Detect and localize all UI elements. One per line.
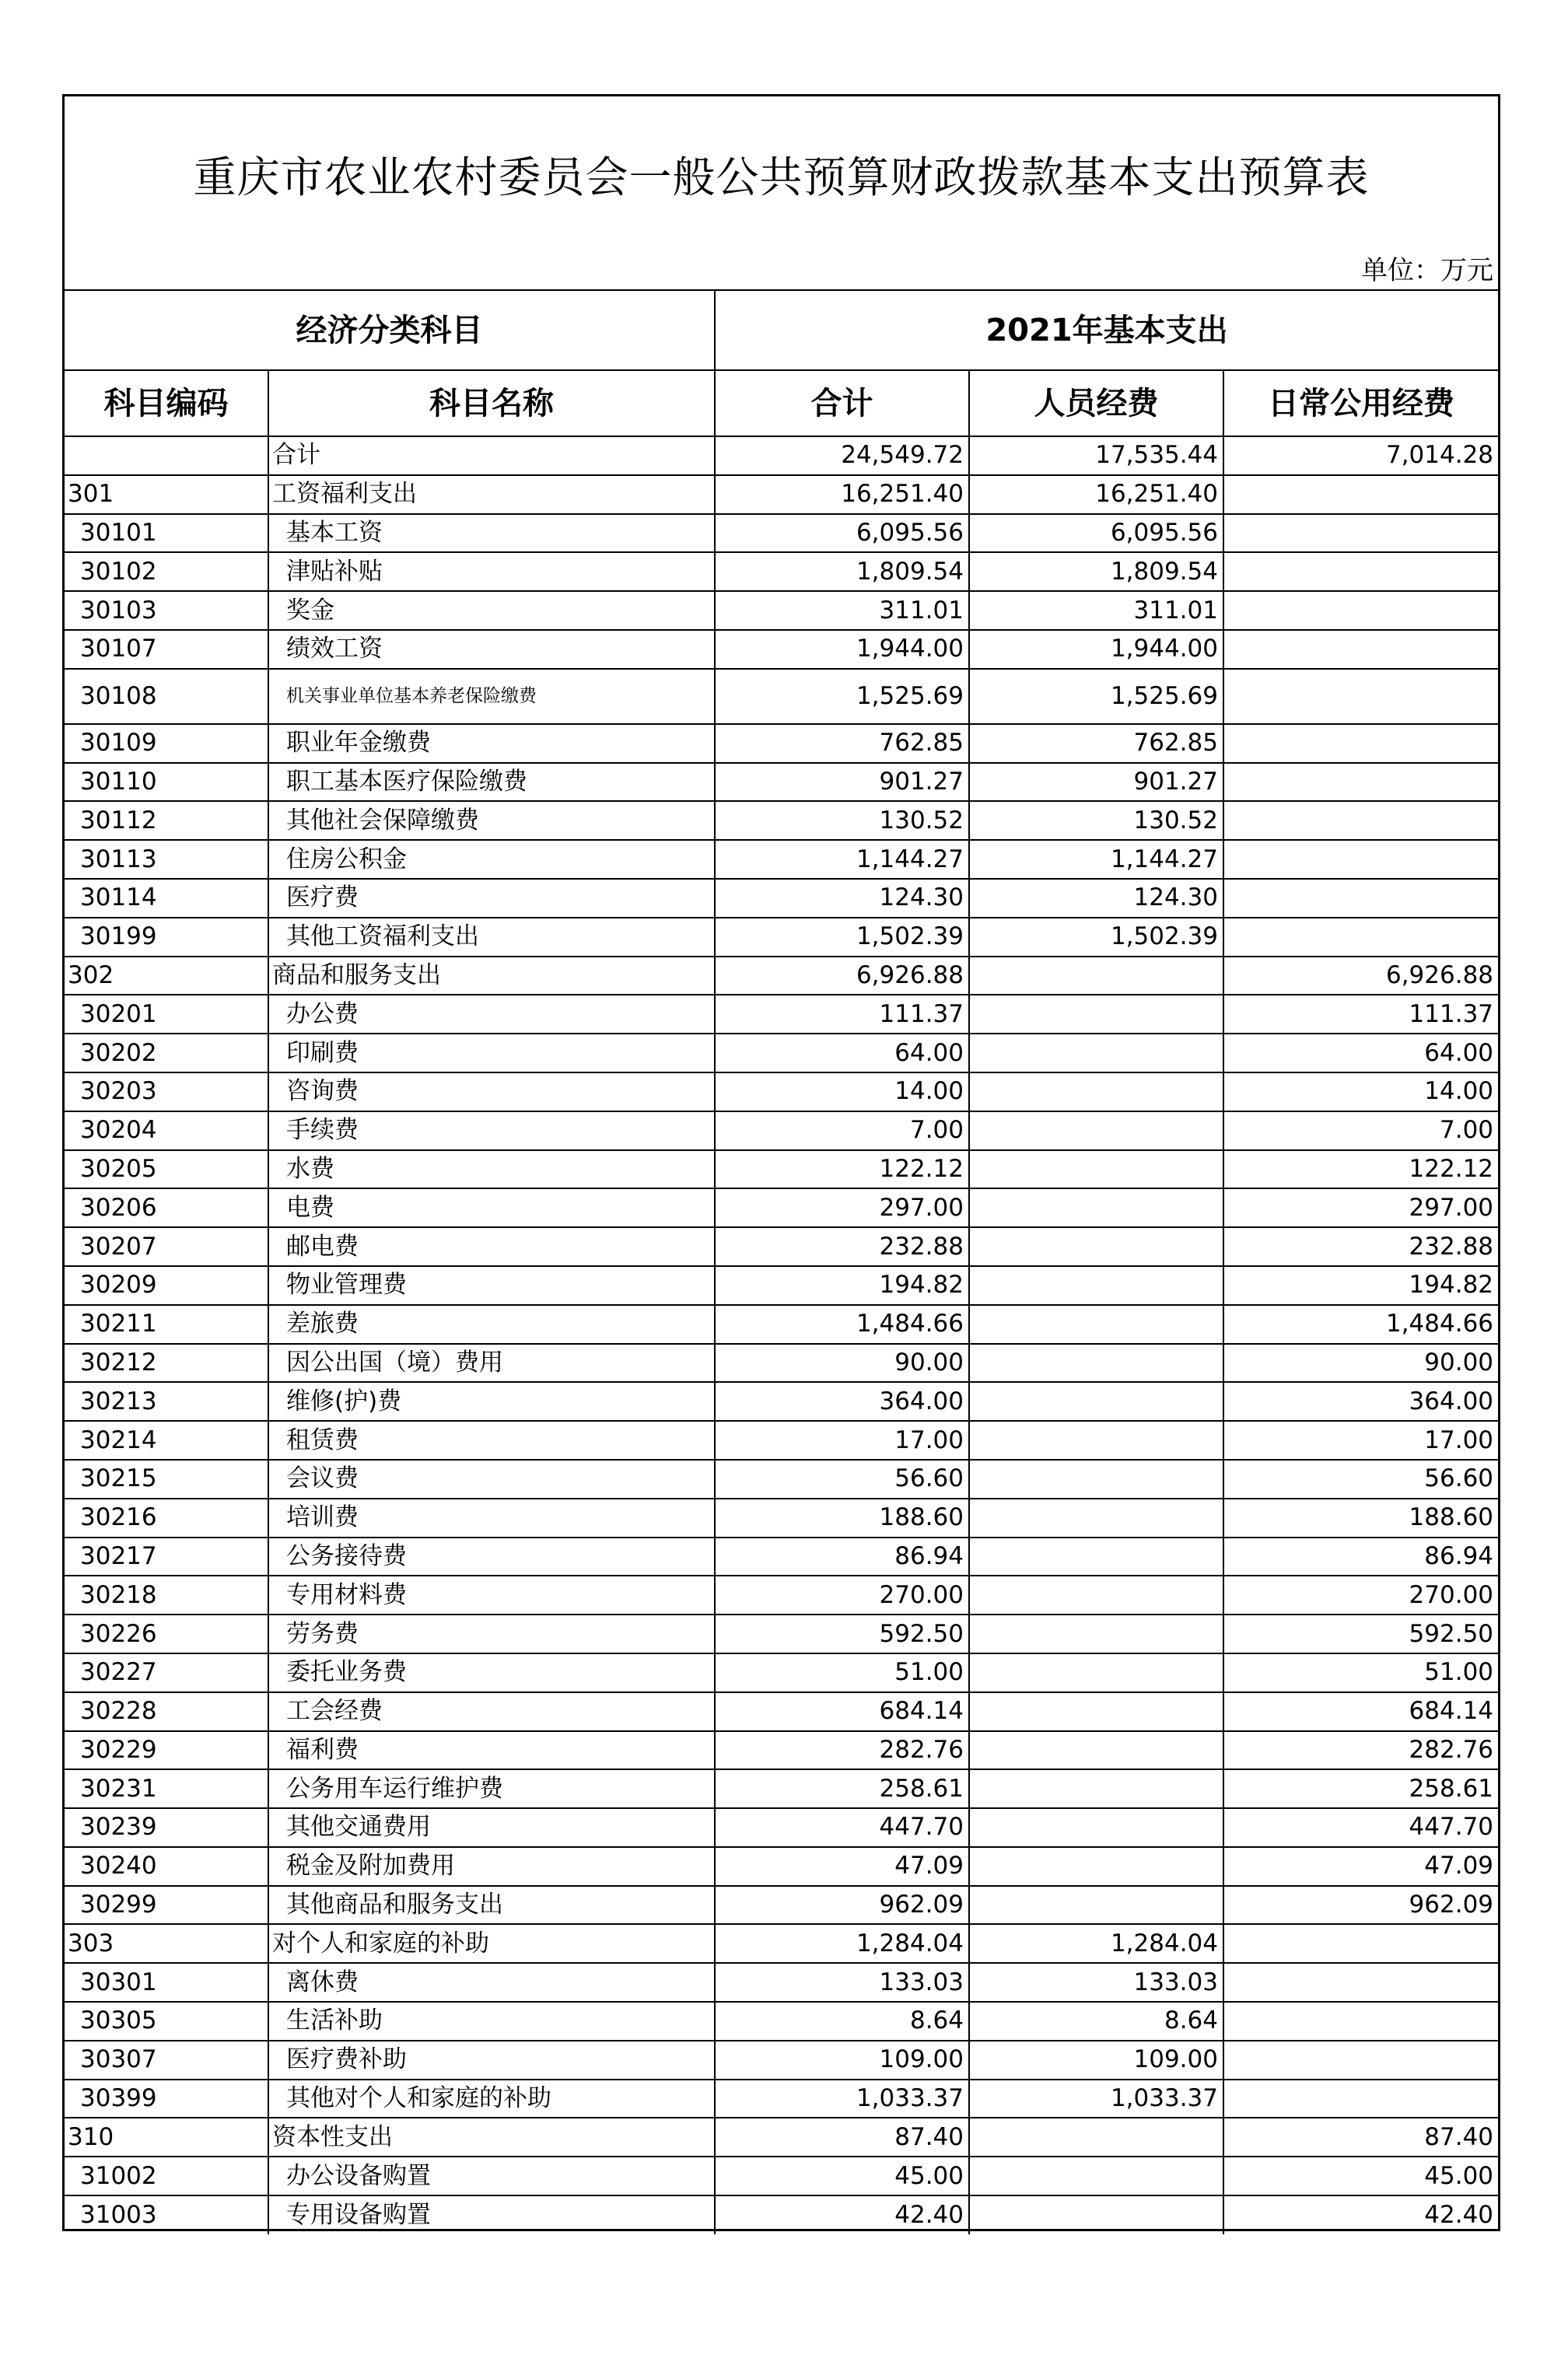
row-code: 30199: [65, 918, 268, 957]
row-name: 物业管理费: [268, 1266, 715, 1305]
row-personnel: [969, 957, 1223, 995]
row-public: 7,014.28: [1223, 436, 1498, 475]
row-total: 45.00: [715, 2157, 969, 2195]
row-code: 30218: [65, 1576, 268, 1615]
table-row: [65, 1072, 1498, 1111]
row-name: 其他商品和服务支出: [268, 1886, 715, 1925]
row-code: 30109: [65, 724, 268, 763]
table-row: [65, 1615, 1498, 1653]
row-total: 297.00: [715, 1188, 969, 1227]
table-row: [65, 763, 1498, 802]
row-name: 专用材料费: [268, 1576, 715, 1615]
row-total: 1,284.04: [715, 1924, 969, 1963]
row-name: 福利费: [268, 1731, 715, 1770]
row-total: 311.01: [715, 591, 969, 630]
row-code: 30301: [65, 1963, 268, 2002]
table-row: [65, 1460, 1498, 1499]
row-total: 1,944.00: [715, 630, 969, 669]
row-name: 会议费: [268, 1460, 715, 1499]
row-name: 其他交通费用: [268, 1808, 715, 1847]
row-name: 生活补助: [268, 2002, 715, 2041]
row-name: 津贴补贴: [268, 552, 715, 591]
row-personnel: [969, 1499, 1223, 1538]
row-code: 30240: [65, 1847, 268, 1886]
row-personnel: 1,809.54: [969, 552, 1223, 591]
row-name: 培训费: [268, 1499, 715, 1538]
row-personnel: [969, 1538, 1223, 1576]
row-public: 111.37: [1223, 995, 1498, 1034]
row-name: 维修(护)费: [268, 1382, 715, 1421]
row-code: 303: [65, 1924, 268, 1963]
row-public: 232.88: [1223, 1227, 1498, 1266]
row-personnel: [969, 1150, 1223, 1189]
row-code: 30239: [65, 1808, 268, 1847]
table-row: [65, 801, 1498, 840]
row-personnel: [969, 1188, 1223, 1227]
row-code: 30211: [65, 1305, 268, 1344]
row-public: 45.00: [1223, 2157, 1498, 2195]
header-total: 合计: [715, 370, 969, 436]
row-public: 258.61: [1223, 1769, 1498, 1808]
table-row: [65, 724, 1498, 763]
table-row: [65, 514, 1498, 553]
table-row: [65, 957, 1498, 995]
row-personnel: 901.27: [969, 763, 1223, 802]
row-personnel: 311.01: [969, 591, 1223, 630]
row-public: [1223, 552, 1498, 591]
row-code: 30216: [65, 1499, 268, 1538]
row-personnel: [969, 1615, 1223, 1653]
row-personnel: 16,251.40: [969, 475, 1223, 514]
row-name: 机关事业单位基本养老保险缴费: [268, 669, 715, 724]
row-total: 42.40: [715, 2195, 969, 2234]
header-group-row: [65, 291, 1498, 370]
row-total: 7.00: [715, 1111, 969, 1150]
row-code: 30204: [65, 1111, 268, 1150]
page-title: 重庆市农业农村委员会一般公共预算财政拨款基本支出预算表: [193, 152, 1370, 202]
row-total: 8.64: [715, 2002, 969, 2041]
row-total: 47.09: [715, 1847, 969, 1886]
header-code: 科目编码: [65, 370, 268, 436]
row-personnel: 124.30: [969, 879, 1223, 918]
table-row: [65, 436, 1498, 475]
row-name: 邮电费: [268, 1227, 715, 1266]
row-public: 47.09: [1223, 1847, 1498, 1886]
table-row: [65, 1538, 1498, 1576]
row-name: 办公设备购置: [268, 2157, 715, 2195]
row-name: 电费: [268, 1188, 715, 1227]
table-row: [65, 1227, 1498, 1266]
row-total: 962.09: [715, 1886, 969, 1925]
row-personnel: 1,144.27: [969, 840, 1223, 879]
row-code: 30107: [65, 630, 268, 669]
table-row: [65, 2195, 1498, 2234]
table-row: [65, 2118, 1498, 2157]
table-row: [65, 1692, 1498, 1731]
row-name: 手续费: [268, 1111, 715, 1150]
table-row: [65, 1808, 1498, 1847]
row-total: 14.00: [715, 1072, 969, 1111]
row-total: 592.50: [715, 1615, 969, 1653]
row-personnel: 1,033.37: [969, 2080, 1223, 2118]
header-personnel: 人员经费: [969, 370, 1223, 436]
row-public: 90.00: [1223, 1344, 1498, 1383]
table-row: [65, 879, 1498, 918]
row-code: 30214: [65, 1421, 268, 1460]
row-personnel: [969, 2195, 1223, 2234]
row-name: 工会经费: [268, 1692, 715, 1731]
row-personnel: [969, 1227, 1223, 1266]
row-public: [1223, 630, 1498, 669]
row-personnel: 762.85: [969, 724, 1223, 763]
row-name: 绩效工资: [268, 630, 715, 669]
row-public: 86.94: [1223, 1538, 1498, 1576]
row-name: 基本工资: [268, 514, 715, 553]
header-basic-expenditure: 2021年基本支出: [715, 291, 1498, 370]
row-name: 职工基本医疗保险缴费: [268, 763, 715, 802]
row-total: 1,525.69: [715, 669, 969, 724]
row-public: 14.00: [1223, 1072, 1498, 1111]
row-name: 其他对个人和家庭的补助: [268, 2080, 715, 2118]
row-personnel: [969, 1266, 1223, 1305]
table-row: [65, 1188, 1498, 1227]
row-total: 684.14: [715, 1692, 969, 1731]
row-code: [65, 436, 268, 475]
row-total: 16,251.40: [715, 475, 969, 514]
row-total: 122.12: [715, 1150, 969, 1189]
header-column-row: [65, 370, 1498, 436]
table-row: [65, 1576, 1498, 1615]
row-code: 30202: [65, 1034, 268, 1072]
row-public: 962.09: [1223, 1886, 1498, 1925]
table-row: [65, 1963, 1498, 2002]
row-code: 30108: [65, 669, 268, 724]
row-public: 1,484.66: [1223, 1305, 1498, 1344]
row-total: 130.52: [715, 801, 969, 840]
row-code: 30206: [65, 1188, 268, 1227]
row-personnel: [969, 1847, 1223, 1886]
row-total: 17.00: [715, 1421, 969, 1460]
row-name: 专用设备购置: [268, 2195, 715, 2234]
row-personnel: [969, 1421, 1223, 1460]
table-row: [65, 918, 1498, 957]
table-row: [65, 2002, 1498, 2041]
row-name: 劳务费: [268, 1615, 715, 1653]
row-name: 其他社会保障缴费: [268, 801, 715, 840]
row-personnel: 133.03: [969, 1963, 1223, 2002]
row-total: 282.76: [715, 1731, 969, 1770]
row-public: 87.40: [1223, 2118, 1498, 2157]
row-total: 24,549.72: [715, 436, 969, 475]
table-row: [65, 1344, 1498, 1383]
row-public: 6,926.88: [1223, 957, 1498, 995]
row-code: 30231: [65, 1769, 268, 1808]
row-public: [1223, 918, 1498, 957]
row-public: [1223, 2041, 1498, 2080]
row-name: 医疗费: [268, 879, 715, 918]
row-code: 301: [65, 475, 268, 514]
row-personnel: [969, 1382, 1223, 1421]
row-code: 30110: [65, 763, 268, 802]
row-personnel: 1,525.69: [969, 669, 1223, 724]
row-code: 30212: [65, 1344, 268, 1383]
row-name: 住房公积金: [268, 840, 715, 879]
row-name: 奖金: [268, 591, 715, 630]
row-code: 30399: [65, 2080, 268, 2118]
table-row: [65, 1034, 1498, 1072]
budget-table: [65, 291, 1498, 2234]
row-public: [1223, 591, 1498, 630]
row-public: [1223, 2080, 1498, 2118]
row-name: 咨询费: [268, 1072, 715, 1111]
header-economic-category: 经济分类科目: [65, 291, 715, 370]
row-name: 水费: [268, 1150, 715, 1189]
row-personnel: 6,095.56: [969, 514, 1223, 553]
table-row: [65, 1499, 1498, 1538]
row-total: 1,809.54: [715, 552, 969, 591]
row-public: [1223, 840, 1498, 879]
row-code: 302: [65, 957, 268, 995]
row-name: 对个人和家庭的补助: [268, 1924, 715, 1963]
row-public: 51.00: [1223, 1653, 1498, 1692]
row-name: 商品和服务支出: [268, 957, 715, 995]
row-total: 762.85: [715, 724, 969, 763]
row-name: 公务接待费: [268, 1538, 715, 1576]
table-row: [65, 1769, 1498, 1808]
table-row: [65, 630, 1498, 669]
table-row: [65, 2157, 1498, 2195]
row-total: 1,484.66: [715, 1305, 969, 1344]
row-personnel: [969, 1692, 1223, 1731]
row-public: [1223, 1963, 1498, 2002]
row-public: 64.00: [1223, 1034, 1498, 1072]
row-code: 30209: [65, 1266, 268, 1305]
row-total: 6,095.56: [715, 514, 969, 553]
row-name: 税金及附加费用: [268, 1847, 715, 1886]
row-code: 30203: [65, 1072, 268, 1111]
row-total: 133.03: [715, 1963, 969, 2002]
row-name: 离休费: [268, 1963, 715, 2002]
row-personnel: [969, 995, 1223, 1034]
title-area: [65, 96, 1498, 291]
table-row: [65, 1421, 1498, 1460]
row-public: 17.00: [1223, 1421, 1498, 1460]
header-name: 科目名称: [268, 370, 715, 436]
row-total: 90.00: [715, 1344, 969, 1383]
row-personnel: 17,535.44: [969, 436, 1223, 475]
row-public: 684.14: [1223, 1692, 1498, 1731]
table-row: [65, 840, 1498, 879]
row-code: 31003: [65, 2195, 268, 2234]
row-total: 447.70: [715, 1808, 969, 1847]
row-personnel: [969, 1111, 1223, 1150]
row-public: 297.00: [1223, 1188, 1498, 1227]
row-name: 资本性支出: [268, 2118, 715, 2157]
row-total: 270.00: [715, 1576, 969, 1615]
row-code: 310: [65, 2118, 268, 2157]
row-personnel: [969, 2157, 1223, 2195]
row-public: [1223, 763, 1498, 802]
row-total: 232.88: [715, 1227, 969, 1266]
row-personnel: [969, 1769, 1223, 1808]
row-code: 31002: [65, 2157, 268, 2195]
row-public: [1223, 801, 1498, 840]
row-total: 86.94: [715, 1538, 969, 1576]
row-name: 公务用车运行维护费: [268, 1769, 715, 1808]
row-personnel: [969, 1305, 1223, 1344]
table-row: [65, 591, 1498, 630]
row-personnel: 8.64: [969, 2002, 1223, 2041]
row-personnel: [969, 1886, 1223, 1925]
table-row: [65, 1266, 1498, 1305]
row-public: [1223, 2002, 1498, 2041]
row-personnel: 1,284.04: [969, 1924, 1223, 1963]
row-public: 447.70: [1223, 1808, 1498, 1847]
row-public: 364.00: [1223, 1382, 1498, 1421]
row-code: 30226: [65, 1615, 268, 1653]
row-total: 1,033.37: [715, 2080, 969, 2118]
row-personnel: 1,944.00: [969, 630, 1223, 669]
row-personnel: 1,502.39: [969, 918, 1223, 957]
budget-sheet: [62, 94, 1500, 2231]
row-public: 42.40: [1223, 2195, 1498, 2234]
row-total: 51.00: [715, 1653, 969, 1692]
table-row: [65, 1111, 1498, 1150]
row-public: 122.12: [1223, 1150, 1498, 1189]
row-name: 差旅费: [268, 1305, 715, 1344]
table-row: [65, 552, 1498, 591]
row-public: 56.60: [1223, 1460, 1498, 1499]
table-row: [65, 2080, 1498, 2118]
table-row: [65, 1731, 1498, 1770]
row-name: 其他工资福利支出: [268, 918, 715, 957]
table-row: [65, 1382, 1498, 1421]
row-public: [1223, 724, 1498, 763]
row-total: 124.30: [715, 879, 969, 918]
row-personnel: 109.00: [969, 2041, 1223, 2080]
table-row: [65, 2041, 1498, 2080]
row-code: 30213: [65, 1382, 268, 1421]
row-public: 194.82: [1223, 1266, 1498, 1305]
row-public: 7.00: [1223, 1111, 1498, 1150]
table-row: [65, 1924, 1498, 1963]
row-public: 592.50: [1223, 1615, 1498, 1653]
row-total: 364.00: [715, 1382, 969, 1421]
row-code: 30229: [65, 1731, 268, 1770]
row-public: 282.76: [1223, 1731, 1498, 1770]
unit-label: 单位：万元: [1361, 255, 1493, 286]
row-name: 租赁费: [268, 1421, 715, 1460]
row-public: 270.00: [1223, 1576, 1498, 1615]
row-code: 30215: [65, 1460, 268, 1499]
row-personnel: [969, 1072, 1223, 1111]
table-row: [65, 475, 1498, 514]
row-code: 30201: [65, 995, 268, 1034]
row-code: 30227: [65, 1653, 268, 1692]
row-total: 6,926.88: [715, 957, 969, 995]
table-row: [65, 1886, 1498, 1925]
row-code: 30102: [65, 552, 268, 591]
row-public: [1223, 879, 1498, 918]
row-public: [1223, 475, 1498, 514]
table-row: [65, 995, 1498, 1034]
row-public: [1223, 669, 1498, 724]
row-code: 30103: [65, 591, 268, 630]
row-personnel: 130.52: [969, 801, 1223, 840]
row-total: 64.00: [715, 1034, 969, 1072]
table-row: [65, 669, 1498, 724]
row-personnel: [969, 1576, 1223, 1615]
row-personnel: [969, 1034, 1223, 1072]
header-public: 日常公用经费: [1223, 370, 1498, 436]
row-name: 合计: [268, 436, 715, 475]
row-code: 30101: [65, 514, 268, 553]
row-name: 办公费: [268, 995, 715, 1034]
row-total: 901.27: [715, 763, 969, 802]
table-row: [65, 1305, 1498, 1344]
row-total: 56.60: [715, 1460, 969, 1499]
row-name: 印刷费: [268, 1034, 715, 1072]
row-name: 因公出国（境）费用: [268, 1344, 715, 1383]
row-code: 30228: [65, 1692, 268, 1731]
row-name: 职业年金缴费: [268, 724, 715, 763]
row-total: 1,502.39: [715, 918, 969, 957]
row-name: 委托业务费: [268, 1653, 715, 1692]
row-code: 30113: [65, 840, 268, 879]
row-total: 111.37: [715, 995, 969, 1034]
row-personnel: [969, 1460, 1223, 1499]
row-public: [1223, 1924, 1498, 1963]
row-code: 30112: [65, 801, 268, 840]
row-total: 87.40: [715, 2118, 969, 2157]
row-code: 30299: [65, 1886, 268, 1925]
row-personnel: [969, 1731, 1223, 1770]
row-total: 188.60: [715, 1499, 969, 1538]
row-total: 258.61: [715, 1769, 969, 1808]
row-code: 30207: [65, 1227, 268, 1266]
row-code: 30114: [65, 879, 268, 918]
row-public: [1223, 514, 1498, 553]
row-name: 工资福利支出: [268, 475, 715, 514]
row-total: 1,144.27: [715, 840, 969, 879]
row-personnel: [969, 1653, 1223, 1692]
row-public: 188.60: [1223, 1499, 1498, 1538]
row-name: 医疗费补助: [268, 2041, 715, 2080]
row-personnel: [969, 2118, 1223, 2157]
row-total: 109.00: [715, 2041, 969, 2080]
row-personnel: [969, 1344, 1223, 1383]
row-code: 30217: [65, 1538, 268, 1576]
row-code: 30205: [65, 1150, 268, 1189]
table-row: [65, 1150, 1498, 1189]
table-row: [65, 1653, 1498, 1692]
row-code: 30305: [65, 2002, 268, 2041]
row-code: 30307: [65, 2041, 268, 2080]
row-total: 194.82: [715, 1266, 969, 1305]
row-personnel: [969, 1808, 1223, 1847]
table-row: [65, 1847, 1498, 1886]
